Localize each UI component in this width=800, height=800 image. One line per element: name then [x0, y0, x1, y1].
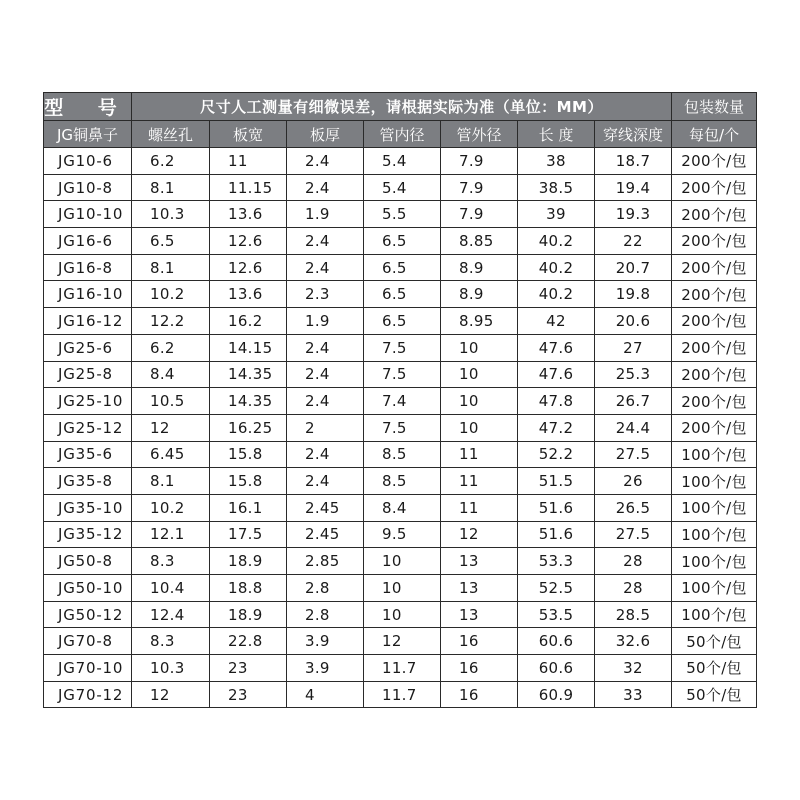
cell-plate-width: 18.8	[210, 575, 287, 602]
cell-packaging: 200个/包	[672, 228, 757, 255]
table-row	[44, 388, 757, 415]
table-row	[44, 681, 757, 708]
cell-screw-hole: 10.3	[132, 201, 210, 228]
cell-wire-depth: 32.6	[595, 628, 672, 655]
table-row	[44, 254, 757, 281]
cell-plate-width: 18.9	[210, 601, 287, 628]
cell-packaging: 200个/包	[672, 361, 757, 388]
cell-inner-diameter: 5.5	[364, 201, 441, 228]
cell-model: JG70-10	[44, 655, 132, 682]
cell-outer-diameter: 16	[441, 655, 518, 682]
cell-wire-depth: 20.6	[595, 308, 672, 335]
cell-screw-hole: 12.1	[132, 521, 210, 548]
cell-plate-thickness: 2.85	[287, 548, 364, 575]
cell-outer-diameter: 16	[441, 681, 518, 708]
cell-inner-diameter: 10	[364, 601, 441, 628]
cell-plate-width: 12.6	[210, 254, 287, 281]
cell-plate-thickness: 2.4	[287, 388, 364, 415]
cell-length: 51.5	[518, 468, 595, 495]
cell-model: JG25-10	[44, 388, 132, 415]
cell-wire-depth: 27	[595, 334, 672, 361]
cell-outer-diameter: 8.9	[441, 254, 518, 281]
cell-model: JG35-6	[44, 441, 132, 468]
cell-model: JG70-8	[44, 628, 132, 655]
cell-length: 47.2	[518, 414, 595, 441]
cell-model: JG25-6	[44, 334, 132, 361]
spec-table-container	[43, 92, 756, 708]
table-row	[44, 308, 757, 335]
cell-packaging: 200个/包	[672, 174, 757, 201]
cell-length: 60.6	[518, 628, 595, 655]
cell-outer-diameter: 11	[441, 441, 518, 468]
cell-packaging: 50个/包	[672, 628, 757, 655]
cell-wire-depth: 26.5	[595, 494, 672, 521]
cell-wire-depth: 20.7	[595, 254, 672, 281]
table-row	[44, 201, 757, 228]
cell-model: JG25-12	[44, 414, 132, 441]
cell-wire-depth: 26.7	[595, 388, 672, 415]
cell-plate-width: 22.8	[210, 628, 287, 655]
cell-model: JG10-6	[44, 148, 132, 175]
table-row	[44, 334, 757, 361]
cell-inner-diameter: 7.5	[364, 361, 441, 388]
cell-outer-diameter: 8.95	[441, 308, 518, 335]
cell-packaging: 100个/包	[672, 494, 757, 521]
header-type-sub: JG铜鼻子	[44, 121, 132, 148]
cell-model: JG35-8	[44, 468, 132, 495]
cell-model: JG50-12	[44, 601, 132, 628]
header-type: 型 号	[44, 93, 132, 121]
cell-screw-hole: 12.2	[132, 308, 210, 335]
cell-screw-hole: 8.3	[132, 628, 210, 655]
cell-screw-hole: 8.3	[132, 548, 210, 575]
cell-plate-thickness: 2.4	[287, 228, 364, 255]
cell-length: 40.2	[518, 281, 595, 308]
cell-plate-width: 16.1	[210, 494, 287, 521]
cell-plate-thickness: 3.9	[287, 628, 364, 655]
cell-model: JG70-12	[44, 681, 132, 708]
cell-inner-diameter: 5.4	[364, 148, 441, 175]
table-row	[44, 601, 757, 628]
cell-plate-thickness: 4	[287, 681, 364, 708]
cell-outer-diameter: 7.9	[441, 174, 518, 201]
header-row-top	[44, 93, 757, 121]
table-row	[44, 494, 757, 521]
cell-wire-depth: 24.4	[595, 414, 672, 441]
cell-wire-depth: 32	[595, 655, 672, 682]
header-packaging: 包装数量	[672, 93, 757, 121]
cell-packaging: 200个/包	[672, 281, 757, 308]
cell-packaging: 200个/包	[672, 414, 757, 441]
table-body	[44, 148, 757, 708]
cell-screw-hole: 10.5	[132, 388, 210, 415]
cell-packaging: 200个/包	[672, 308, 757, 335]
cell-screw-hole: 6.2	[132, 148, 210, 175]
cell-length: 39	[518, 201, 595, 228]
cell-wire-depth: 19.8	[595, 281, 672, 308]
cell-length: 40.2	[518, 228, 595, 255]
cell-plate-width: 12.6	[210, 228, 287, 255]
cell-model: JG50-8	[44, 548, 132, 575]
cell-packaging: 200个/包	[672, 388, 757, 415]
cell-wire-depth: 27.5	[595, 441, 672, 468]
table-row	[44, 548, 757, 575]
table-row	[44, 575, 757, 602]
cell-outer-diameter: 13	[441, 548, 518, 575]
cell-screw-hole: 8.1	[132, 468, 210, 495]
cell-outer-diameter: 12	[441, 521, 518, 548]
cell-plate-width: 17.5	[210, 521, 287, 548]
cell-plate-width: 13.6	[210, 281, 287, 308]
cell-plate-thickness: 3.9	[287, 655, 364, 682]
table-row	[44, 148, 757, 175]
cell-packaging: 100个/包	[672, 575, 757, 602]
table-row	[44, 361, 757, 388]
cell-screw-hole: 8.1	[132, 254, 210, 281]
cell-wire-depth: 19.3	[595, 201, 672, 228]
cell-outer-diameter: 10	[441, 414, 518, 441]
cell-plate-thickness: 2.4	[287, 174, 364, 201]
cell-packaging: 100个/包	[672, 441, 757, 468]
cell-plate-width: 16.25	[210, 414, 287, 441]
cell-model: JG16-8	[44, 254, 132, 281]
cell-outer-diameter: 16	[441, 628, 518, 655]
header-plate-thickness: 板厚	[287, 121, 364, 148]
header-plate-width: 板宽	[210, 121, 287, 148]
cell-wire-depth: 28.5	[595, 601, 672, 628]
cell-length: 47.6	[518, 334, 595, 361]
cell-plate-thickness: 2.3	[287, 281, 364, 308]
spec-table	[43, 92, 757, 708]
cell-inner-diameter: 8.5	[364, 468, 441, 495]
cell-wire-depth: 22	[595, 228, 672, 255]
cell-screw-hole: 12.4	[132, 601, 210, 628]
cell-plate-width: 18.9	[210, 548, 287, 575]
cell-wire-depth: 27.5	[595, 521, 672, 548]
header-length: 长 度	[518, 121, 595, 148]
cell-screw-hole: 12	[132, 681, 210, 708]
cell-length: 53.5	[518, 601, 595, 628]
cell-plate-width: 23	[210, 655, 287, 682]
header-outer-diameter: 管外径	[441, 121, 518, 148]
cell-length: 60.6	[518, 655, 595, 682]
cell-model: JG10-8	[44, 174, 132, 201]
cell-plate-width: 11	[210, 148, 287, 175]
cell-wire-depth: 19.4	[595, 174, 672, 201]
cell-wire-depth: 28	[595, 548, 672, 575]
cell-inner-diameter: 7.4	[364, 388, 441, 415]
cell-model: JG35-10	[44, 494, 132, 521]
cell-outer-diameter: 11	[441, 468, 518, 495]
cell-inner-diameter: 6.5	[364, 254, 441, 281]
cell-model: JG50-10	[44, 575, 132, 602]
cell-screw-hole: 10.3	[132, 655, 210, 682]
cell-inner-diameter: 10	[364, 548, 441, 575]
cell-outer-diameter: 10	[441, 361, 518, 388]
header-inner-diameter: 管内径	[364, 121, 441, 148]
header-row-sub	[44, 121, 757, 148]
cell-packaging: 50个/包	[672, 681, 757, 708]
cell-plate-width: 15.8	[210, 441, 287, 468]
cell-plate-thickness: 2.4	[287, 148, 364, 175]
cell-packaging: 100个/包	[672, 521, 757, 548]
cell-length: 47.6	[518, 361, 595, 388]
cell-packaging: 200个/包	[672, 201, 757, 228]
cell-inner-diameter: 8.4	[364, 494, 441, 521]
table-row	[44, 655, 757, 682]
table-row	[44, 228, 757, 255]
cell-length: 42	[518, 308, 595, 335]
cell-screw-hole: 6.5	[132, 228, 210, 255]
cell-plate-width: 13.6	[210, 201, 287, 228]
cell-outer-diameter: 10	[441, 388, 518, 415]
cell-packaging: 100个/包	[672, 468, 757, 495]
cell-plate-width: 11.15	[210, 174, 287, 201]
cell-inner-diameter: 9.5	[364, 521, 441, 548]
cell-plate-width: 15.8	[210, 468, 287, 495]
table-row	[44, 521, 757, 548]
header-screw-hole: 螺丝孔	[132, 121, 210, 148]
cell-outer-diameter: 13	[441, 575, 518, 602]
cell-inner-diameter: 6.5	[364, 308, 441, 335]
cell-plate-thickness: 2.45	[287, 521, 364, 548]
cell-length: 51.6	[518, 521, 595, 548]
cell-wire-depth: 18.7	[595, 148, 672, 175]
table-row	[44, 174, 757, 201]
cell-screw-hole: 10.2	[132, 494, 210, 521]
cell-plate-thickness: 2.4	[287, 334, 364, 361]
cell-plate-width: 16.2	[210, 308, 287, 335]
cell-plate-width: 14.15	[210, 334, 287, 361]
cell-packaging: 50个/包	[672, 655, 757, 682]
cell-packaging: 200个/包	[672, 334, 757, 361]
cell-packaging: 100个/包	[672, 601, 757, 628]
cell-screw-hole: 8.4	[132, 361, 210, 388]
cell-outer-diameter: 10	[441, 334, 518, 361]
header-measurement-note: 尺寸人工测量有细微误差，请根据实际为准（单位：MM）	[132, 93, 672, 121]
cell-length: 60.9	[518, 681, 595, 708]
cell-inner-diameter: 11.7	[364, 655, 441, 682]
cell-wire-depth: 33	[595, 681, 672, 708]
cell-length: 52.5	[518, 575, 595, 602]
cell-length: 40.2	[518, 254, 595, 281]
cell-plate-thickness: 2.45	[287, 494, 364, 521]
cell-inner-diameter: 6.5	[364, 281, 441, 308]
header-wire-depth: 穿线深度	[595, 121, 672, 148]
cell-length: 38.5	[518, 174, 595, 201]
cell-plate-thickness: 2.8	[287, 575, 364, 602]
cell-model: JG16-10	[44, 281, 132, 308]
cell-inner-diameter: 7.5	[364, 334, 441, 361]
cell-packaging: 100个/包	[672, 548, 757, 575]
cell-outer-diameter: 8.85	[441, 228, 518, 255]
cell-length: 52.2	[518, 441, 595, 468]
cell-inner-diameter: 10	[364, 575, 441, 602]
cell-model: JG25-8	[44, 361, 132, 388]
cell-outer-diameter: 8.9	[441, 281, 518, 308]
table-row	[44, 414, 757, 441]
cell-outer-diameter: 11	[441, 494, 518, 521]
cell-plate-thickness: 2.4	[287, 441, 364, 468]
cell-inner-diameter: 7.5	[364, 414, 441, 441]
cell-model: JG16-6	[44, 228, 132, 255]
cell-model: JG35-12	[44, 521, 132, 548]
cell-wire-depth: 25.3	[595, 361, 672, 388]
cell-plate-thickness: 1.9	[287, 308, 364, 335]
cell-plate-thickness: 2.4	[287, 254, 364, 281]
cell-inner-diameter: 12	[364, 628, 441, 655]
cell-outer-diameter: 13	[441, 601, 518, 628]
cell-screw-hole: 12	[132, 414, 210, 441]
cell-plate-thickness: 1.9	[287, 201, 364, 228]
cell-plate-thickness: 2.8	[287, 601, 364, 628]
cell-inner-diameter: 5.4	[364, 174, 441, 201]
table-header	[44, 93, 757, 148]
cell-plate-thickness: 2	[287, 414, 364, 441]
table-row	[44, 281, 757, 308]
cell-length: 47.8	[518, 388, 595, 415]
table-row	[44, 628, 757, 655]
cell-wire-depth: 28	[595, 575, 672, 602]
cell-screw-hole: 6.45	[132, 441, 210, 468]
cell-screw-hole: 10.4	[132, 575, 210, 602]
cell-model: JG16-12	[44, 308, 132, 335]
cell-inner-diameter: 11.7	[364, 681, 441, 708]
cell-inner-diameter: 6.5	[364, 228, 441, 255]
cell-outer-diameter: 7.9	[441, 201, 518, 228]
cell-plate-thickness: 2.4	[287, 361, 364, 388]
cell-plate-width: 14.35	[210, 388, 287, 415]
cell-plate-thickness: 2.4	[287, 468, 364, 495]
table-row	[44, 441, 757, 468]
cell-model: JG10-10	[44, 201, 132, 228]
cell-screw-hole: 6.2	[132, 334, 210, 361]
cell-length: 38	[518, 148, 595, 175]
cell-outer-diameter: 7.9	[441, 148, 518, 175]
cell-plate-width: 14.35	[210, 361, 287, 388]
cell-screw-hole: 8.1	[132, 174, 210, 201]
cell-screw-hole: 10.2	[132, 281, 210, 308]
cell-packaging: 200个/包	[672, 254, 757, 281]
cell-plate-width: 23	[210, 681, 287, 708]
cell-length: 53.3	[518, 548, 595, 575]
header-per-pack: 每包/个	[672, 121, 757, 148]
cell-wire-depth: 26	[595, 468, 672, 495]
cell-length: 51.6	[518, 494, 595, 521]
cell-packaging: 200个/包	[672, 148, 757, 175]
cell-inner-diameter: 8.5	[364, 441, 441, 468]
table-row	[44, 468, 757, 495]
